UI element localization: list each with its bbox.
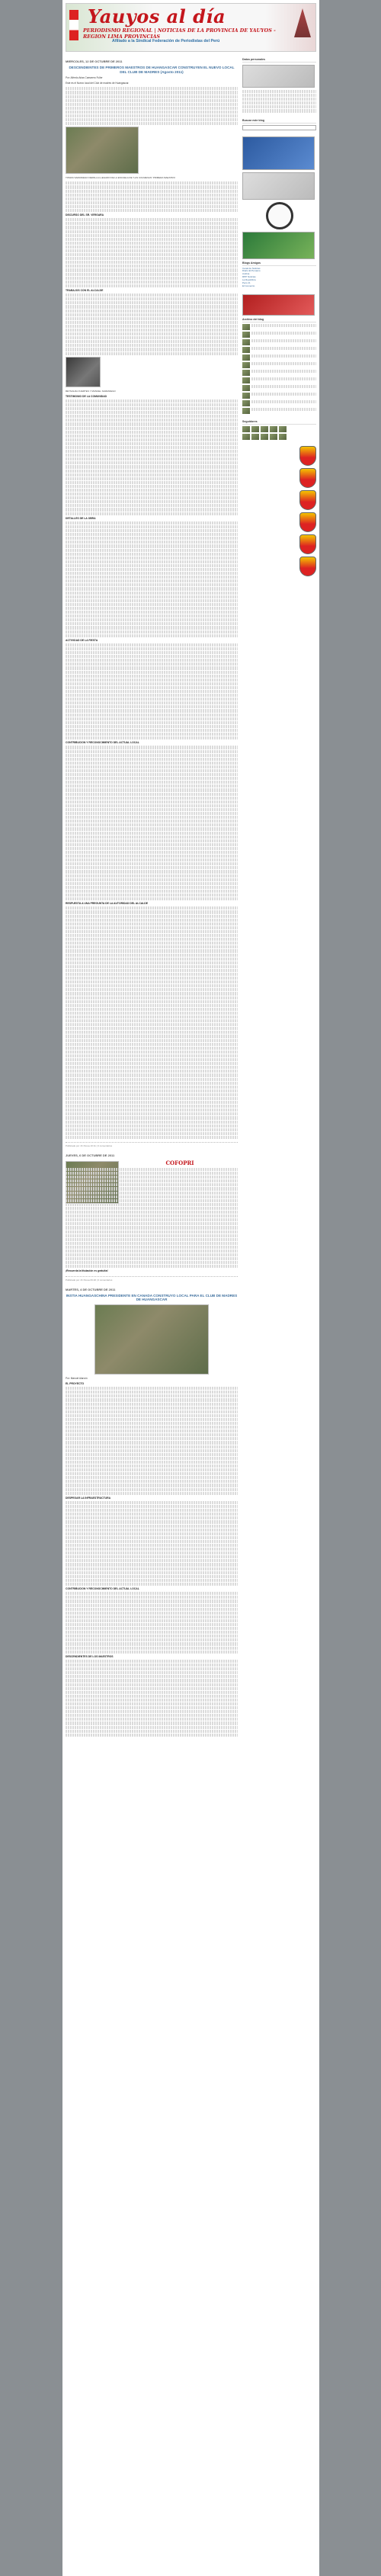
- section-heading: DESCENDIENTES DE LOS MAESTROS: [66, 1654, 114, 1658]
- search-block: [242, 119, 316, 130]
- sidebar-link[interactable]: La República: [242, 278, 256, 282]
- search-title: Buscar este blog: [242, 119, 316, 124]
- post-title[interactable]: ¡Recuerda la titulación es gratuita!: [66, 1269, 108, 1273]
- section-heading: CONTRIBUCION Y RECONOCIMIENTO DEL ACTUAL LOCAL: [66, 1587, 139, 1591]
- archive-block: [242, 318, 316, 414]
- thumbnail[interactable]: [242, 339, 250, 345]
- banner-image[interactable]: [242, 136, 315, 170]
- thumbnail[interactable]: [242, 332, 250, 338]
- sidebar-link[interactable]: Canal de Noticias: [242, 266, 261, 270]
- shield-icon: [299, 446, 316, 466]
- thumbnail[interactable]: [242, 393, 250, 399]
- section-heading: TESTIMONIO DE LA COMUNIDAD: [66, 394, 107, 398]
- thumbnail[interactable]: [242, 354, 250, 361]
- blog-subtitle: PERIODISMO REGIONAL | NOTICIAS DE LA PROVINCIA DE YAUYOS - REGION LIMA PROVINCIAS: [83, 27, 276, 40]
- page: [62, 0, 319, 2576]
- shield-icon: [299, 534, 316, 554]
- thumbnail[interactable]: [242, 362, 250, 368]
- links-title: Blogs Amigos: [242, 261, 316, 266]
- section-heading: TRABAJOS CON EL ALCALDE: [66, 288, 104, 292]
- post-title[interactable]: DESCENDIENTES DE PRIMEROS MAESTROS DE HUANGASCAR CONSTRUYEN EL NUEVO LOCAL DEL CLUB DE MADRES (Agosto 2011): [69, 66, 235, 74]
- blog-affiliation: Afiliado a la Sindical Federación de Periodistas del Perú: [112, 39, 220, 43]
- about-title: Datos personales: [242, 58, 316, 63]
- banner-image[interactable]: [242, 232, 315, 259]
- thumbnail[interactable]: [242, 370, 250, 376]
- profile-image[interactable]: [242, 65, 315, 88]
- followers-block: [242, 420, 316, 440]
- thumbnail[interactable]: [242, 408, 250, 414]
- avatar[interactable]: [261, 434, 268, 440]
- section-heading: EL PROYECTO: [66, 1381, 85, 1385]
- portrait-photo[interactable]: [66, 357, 101, 387]
- avatar[interactable]: [242, 434, 250, 440]
- thumbnail[interactable]: [242, 377, 250, 383]
- banner-image[interactable]: [242, 172, 315, 200]
- section-heading: ACTIVIDAD DE LA FIESTA: [66, 638, 98, 642]
- shield-icon: [299, 512, 316, 532]
- sidebar-link[interactable]: Perú 21: [242, 281, 251, 285]
- avatar[interactable]: [251, 426, 259, 432]
- post-byline: Por: Alfredo Arias Camarero Fuller: [66, 76, 103, 80]
- post-footer[interactable]: Publicado por JC Perea 09:20 | 0 comentarios: [66, 1276, 238, 1282]
- avatar[interactable]: [279, 434, 287, 440]
- avatar[interactable]: [279, 426, 287, 432]
- section-heading: DESPEGAR LA INFRAESTRUCTURA: [66, 1496, 111, 1500]
- sidebar: [242, 58, 316, 576]
- search-input[interactable]: [242, 125, 316, 130]
- post-footer[interactable]: Publicado por JC Perea 10:11 | 0 comentarios: [66, 1142, 238, 1147]
- clock-icon: [266, 202, 293, 229]
- avatar[interactable]: [242, 426, 250, 432]
- section-heading: DETALLES DE LA OBRA: [66, 516, 96, 520]
- post-date: MIERCOLES, 12 DE OCTUBRE DE 2011: [66, 59, 123, 63]
- section-heading: DISCURSO DEL SR. VERGARA: [66, 213, 104, 217]
- avatar[interactable]: [261, 426, 268, 432]
- post-intro: Este es el Nuevo local del Club de madres de Huangascar.: [66, 82, 130, 85]
- photo-caption: TOMAS SAMANIEGO DEPALLA LLEGADO DE LA ESCUELA DE "LAS COLMENAS" PRIMERA MAESTRO: [66, 176, 175, 180]
- sidebar-link[interactable]: Andina: [242, 272, 250, 276]
- post-date: JUEVES, 6 DE OCTUBRE DE 2011: [66, 1153, 115, 1158]
- thumbnail[interactable]: [242, 324, 250, 330]
- avatar[interactable]: [270, 426, 277, 432]
- photo-caption: REYNALDA FUERTES Y MANUEL SAMANIEGO: [66, 389, 116, 393]
- banner-image[interactable]: [242, 294, 315, 316]
- about-block: [242, 58, 316, 113]
- sidebar-link[interactable]: RPP Noticias: [242, 275, 256, 279]
- sidebar-link[interactable]: Diario El Peruano: [242, 269, 261, 273]
- flag-icon: [69, 10, 78, 40]
- post-date: MARTES, 4 DE OCTUBRE DE 2011: [66, 1287, 116, 1291]
- avatar[interactable]: [251, 434, 259, 440]
- cofopri-logo: COFOPRI: [165, 1160, 194, 1167]
- section-heading: CONTRIBUCION Y RECONOCIMIENTO DEL ACTUAL LOCAL: [66, 741, 139, 745]
- followers-title: Seguidores: [242, 420, 316, 425]
- main-column: [66, 58, 238, 1737]
- avatar[interactable]: [270, 434, 277, 440]
- thumbnail[interactable]: [242, 347, 250, 353]
- post-byline: Por: Manuel Alarcón: [66, 1376, 88, 1380]
- blog-header[interactable]: [66, 3, 316, 52]
- archive-title: Archivo del blog: [242, 318, 316, 322]
- shield-column: [242, 446, 316, 576]
- shield-icon: [299, 557, 316, 576]
- shield-icon: [299, 490, 316, 510]
- post-title[interactable]: INSTIA HUANGASCHINA PRESIDENTE EN CANADA CONSTRUYO LOCAL PARA EL CLUB DE MADRES DE HUANGASCAR: [66, 1293, 238, 1302]
- thumbnail[interactable]: [242, 385, 250, 391]
- links-block: [242, 261, 316, 288]
- shield-icon: [299, 468, 316, 488]
- post-photo[interactable]: [94, 1304, 209, 1375]
- blog-title[interactable]: Yauyos al día: [88, 5, 226, 27]
- sidebar-link[interactable]: El Comercio: [242, 284, 255, 287]
- post-photo[interactable]: [66, 127, 139, 174]
- thumbnail[interactable]: [242, 400, 250, 406]
- section-heading: RESPUESTA A UNA PREGUNTA DE LA AUTORIDAD DEL ALCALDE: [66, 902, 148, 906]
